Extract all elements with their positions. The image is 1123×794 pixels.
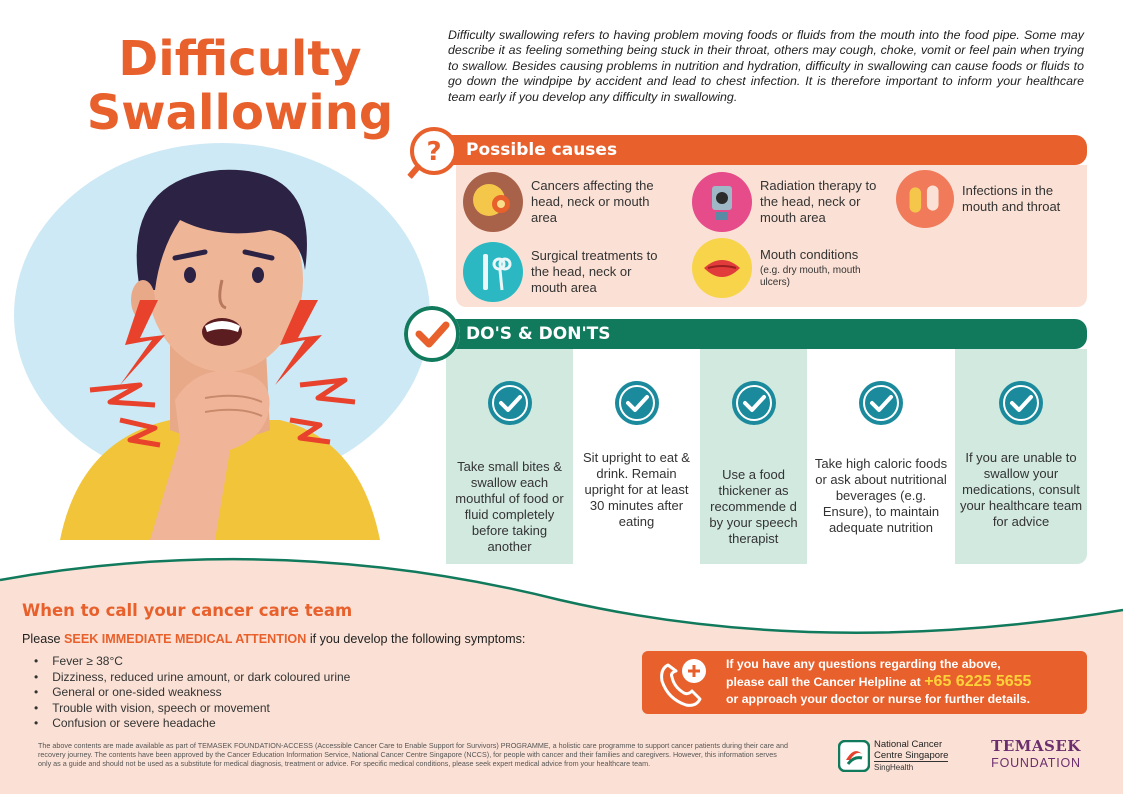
nccs-line-2: Centre Singapore	[874, 749, 949, 761]
seek-post: if you develop the following symptoms:	[306, 632, 526, 646]
disclaimer: The above contents are made available as part of TEMASEK FOUNDATION-ACCESS (Accessible Cancer Care to Enable Support for Survivors) PROGRAMME, a holistic care programme to support cancer patients during their care and recovery journey. The contents have been approved by the Cancer Education Information Service, National Cancer Centre Singapore (NCCS), for people with cancer and their families and caregivers. However, this information serves only as a guide and should not be used as a substitute for medical diagnosis, treatment or advice. For specific medical conditions, please seek expert medical advice from your healthcare team.	[38, 741, 788, 768]
helpline-line-2-text: please call the Cancer Helpline at	[726, 675, 925, 689]
seek-highlight: SEEK IMMEDIATE MEDICAL ATTENTION	[64, 632, 307, 646]
helpline-text	[726, 656, 1081, 708]
checkmark-badge-icon	[404, 306, 460, 362]
helpline-line-3: or approach your doctor or nurse for further details.	[726, 692, 1031, 706]
page-title	[60, 32, 420, 140]
singhealth-label: SingHealth	[874, 763, 914, 772]
nccs-logo	[838, 736, 958, 776]
brain-icon	[463, 172, 523, 232]
cause-label: Surgical treatments to the head, neck or mouth area	[531, 248, 658, 295]
cause-infections	[896, 170, 1082, 228]
radiation-icon	[692, 172, 752, 232]
seek-attention-line	[22, 632, 525, 646]
nccs-name	[874, 740, 948, 762]
dos-text: Sit upright to eat & drink. Remain upright for at least 30 minutes after eating	[583, 450, 690, 529]
cause-mouth	[692, 238, 890, 298]
check-icon	[613, 379, 661, 427]
dos-heading: DO'S & DON'TS	[420, 319, 1087, 349]
dos-item	[700, 349, 807, 564]
phone-plus-icon	[654, 655, 712, 711]
temasek-line-1: TEMASEK	[991, 737, 1081, 755]
cause-radiation	[692, 172, 890, 232]
dos-text: Use a food thickener as recommende d by your speech therapist	[709, 466, 798, 546]
bacteria-icon	[896, 170, 954, 228]
check-icon	[730, 379, 778, 427]
intro-paragraph: Difficulty swallowing refers to having problem moving foods or fluids from the mouth into the food pipe. Some may describe it as feeling something being stuck in their throat, others may cough, choke, vomit or feel pain when trying to swallow. Besides causing problems in nutrition and hydration, difficulty in swallowing can cause foods or fluids to go down the windpipe by accident and lead to chest infection. It is therefore important to inform your healthcare team early if you develop any difficulty in swallowing.	[448, 28, 1084, 104]
list-item: • Dizziness, reduced urine amount, or dark coloured urine	[36, 670, 350, 686]
cause-label: Radiation therapy to the head, neck or mouth area	[760, 178, 877, 225]
nccs-line-1: National Cancer	[874, 739, 943, 750]
list-item: • Trouble with vision, speech or movement	[36, 701, 350, 717]
cause-label-sub: (e.g. dry mouth, mouth ulcers)	[760, 265, 861, 288]
person-throat-illustration	[0, 140, 440, 580]
dos-item	[807, 349, 955, 564]
temasek-line-2: FOUNDATION	[991, 756, 1081, 770]
nccs-emblem-icon	[838, 740, 870, 772]
dos-item	[446, 349, 573, 564]
dos-text: Take small bites & swallow each mouthful of food or fluid completely before taking another	[455, 458, 564, 554]
list-item: • Confusion or severe headache	[36, 716, 350, 732]
helpline-box	[642, 651, 1087, 714]
cause-surgical	[463, 242, 671, 302]
helpline-line-1: If you have any questions regarding the above,	[726, 657, 1001, 671]
magnifier-question-icon	[400, 125, 460, 185]
cause-label: Cancers affecting the head, neck or mouth area	[531, 178, 654, 225]
causes-heading: Possible causes	[420, 135, 1087, 165]
check-icon	[997, 379, 1045, 427]
symptoms-list	[36, 654, 350, 732]
cause-label-main: Mouth conditions	[760, 247, 859, 262]
surgical-tools-icon	[463, 242, 523, 302]
seek-pre: Please	[22, 632, 65, 646]
helpline-number[interactable]: +65 6225 5655	[924, 673, 1032, 690]
helpline-line-2	[726, 673, 1081, 691]
dos-item	[955, 349, 1087, 564]
cause-label	[760, 247, 890, 289]
check-icon	[857, 379, 905, 427]
temasek-foundation-logo	[984, 737, 1088, 770]
dos-item	[573, 349, 700, 564]
dos-text: Take high caloric foods or ask about nutritional beverages (e.g. Ensure), to maintain adequate nutrition	[814, 456, 948, 535]
list-item: • General or one-sided weakness	[36, 685, 350, 701]
check-icon	[486, 379, 534, 427]
title-line-1: Difficulty	[118, 31, 362, 87]
dos-text: If you are unable to swallow your medications, consult your healthcare team for advice	[959, 450, 1083, 529]
when-heading: When to call your cancer care team	[22, 601, 353, 620]
list-item: • Fever ≥ 38°C	[36, 654, 350, 670]
title-line-2: Swallowing	[86, 85, 394, 141]
cause-label: Infections in the mouth and throat	[962, 183, 1061, 214]
svg-text:?: ?	[426, 137, 442, 167]
cause-cancers	[463, 172, 671, 232]
mouth-icon	[692, 238, 752, 298]
